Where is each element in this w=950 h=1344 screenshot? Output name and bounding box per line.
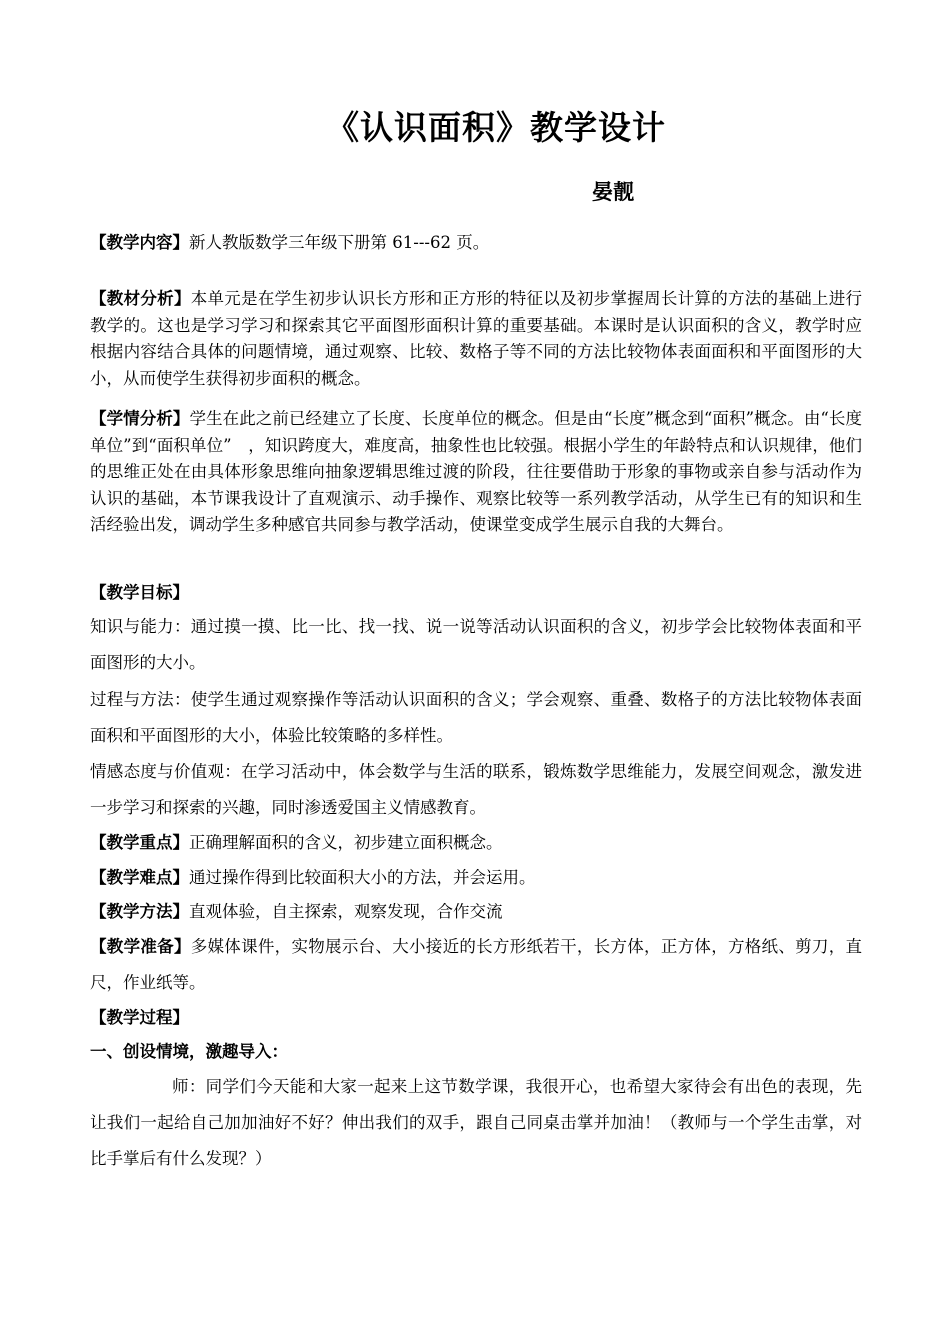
section-label: 【教学过程】 xyxy=(90,1008,189,1027)
section-label: 【教学目标】 xyxy=(90,583,189,602)
step-heading: 一、创设情境，激趣导入： xyxy=(90,1042,288,1061)
section-label: 【教学方法】 xyxy=(90,902,189,921)
section-goals-heading xyxy=(90,580,862,607)
section-process-heading xyxy=(90,1000,862,1036)
document-author: 晏靓 xyxy=(592,180,634,204)
section-textbook xyxy=(90,286,862,392)
section-text: 多媒体课件，实物展示台、大小接近的长方形纸若干，长方体，正方体，方格纸、剪刀，直尺，作业纸等。 xyxy=(90,937,863,992)
section-label: 【教学难点】 xyxy=(90,868,189,887)
section-text: 通过操作得到比较面积大小的方法，并会运用。 xyxy=(189,868,536,887)
section-text: 正确理解面积的含义，初步建立面积概念。 xyxy=(189,833,503,852)
section-text: 本单元是在学生初步认识长方形和正方形的特征以及初步掌握周长计算的方法的基础上进行教学的。这也是学习学习和探索其它平面图形面积计算的重要基础。本课时是认识面积的含义，教学时应根据内容结合具体的问题情境，通过观察、比较、数格子等不同的方法比较物体表面面积和平面图形的大小，从而使学生获得初步面积的概念。 xyxy=(90,289,863,388)
section-label: 【教学准备】 xyxy=(90,937,191,956)
goal-knowledge: 知识与能力：通过摸一摸、比一比、找一找、说一说等活动认识面积的含义，初步学会比较物体表面和平面图形的大小。 xyxy=(90,617,862,672)
section-text: 新人教版数学三年级下册第 61---62 页。 xyxy=(189,233,490,252)
section-students xyxy=(90,406,862,539)
step1-heading xyxy=(90,1034,862,1070)
section-difficulty xyxy=(90,860,862,896)
section-label: 【教材分析】 xyxy=(90,289,191,308)
step1-paragraph: 师：同学们今天能和大家一起来上这节数学课，我很开心，也希望大家待会有出色的表现，先让我们一起给自己加加油好不好？伸出我们的双手，跟自己同桌击掌并加油！（教师与一个学生击掌，对比手掌后有什么发现？） xyxy=(90,1077,862,1168)
goal-emotion: 情感态度与价值观：在学习活动中，体会数学与生活的联系，锻炼数学思维能力，发展空间观念，激发进一步学习和探索的兴趣，同时渗透爱国主义情感教育。 xyxy=(90,762,862,817)
section-key xyxy=(90,825,862,861)
section-label: 【教学重点】 xyxy=(90,833,189,852)
section-text: 直观体验，自主探索，观察发现，合作交流 xyxy=(189,902,503,921)
section-content xyxy=(90,230,862,257)
goal-process: 过程与方法：使学生通过观察操作等活动认识面积的含义；学会观察、重叠、数格子的方法比较物体表面面积和平面图形的大小，体验比较策略的多样性。 xyxy=(90,690,862,745)
section-method xyxy=(90,894,862,930)
document-title: 《认识面积》教学设计 xyxy=(326,108,666,147)
section-text: 学生在此之前已经建立了长度、长度单位的概念。但是由“长度”概念到“面积”概念。由“长度单位”到“面积单位” ，知识跨度大，难度高，抽象性也比较强。根据小学生的年龄特点和认识规律，他们的思维正处在由具体形象思维向抽象逻辑思维过渡的阶段，往往要借助于形象的事物或亲自参与活动作为认识的基础，本节课我设计了直观演示、动手操作、观察比较等一系列教学活动，从学生已有的知识和生活经验出发，调动学生多种感官共同参与教学活动，使课堂变成学生展示自我的大舞台。 xyxy=(90,409,862,534)
section-label: 【教学内容】 xyxy=(90,233,189,252)
section-label: 【学情分析】 xyxy=(90,409,190,428)
section-prep xyxy=(90,929,862,1001)
